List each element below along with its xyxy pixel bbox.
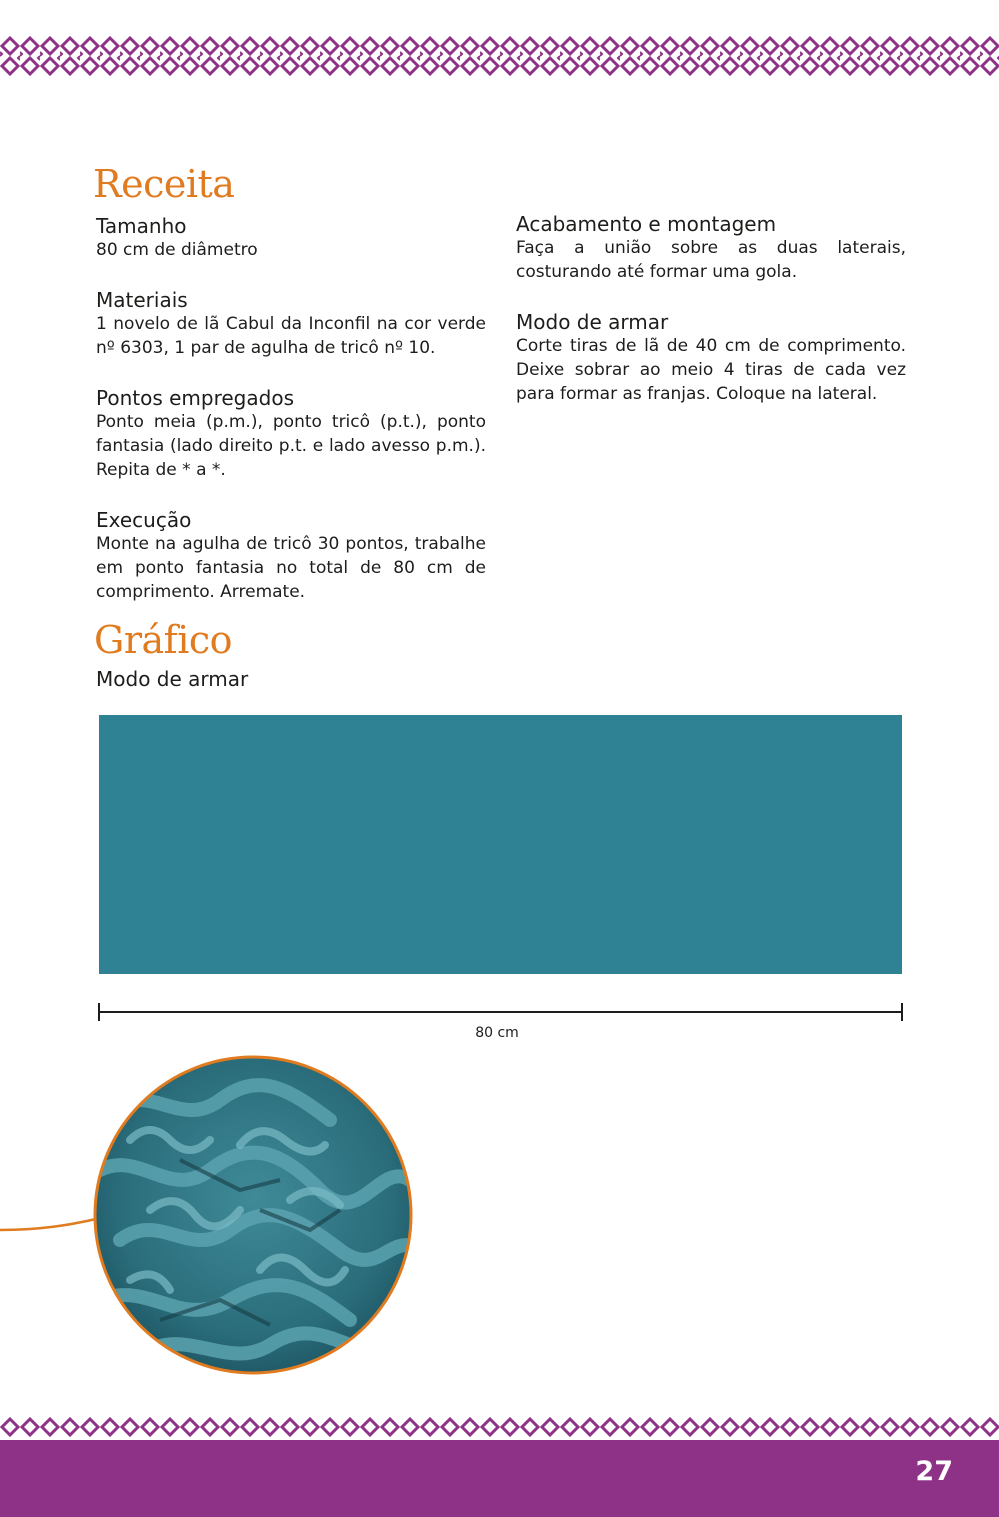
recipe-right-column [516,212,906,432]
materials-heading: Materiais [96,288,188,312]
recipe-left-column [96,214,486,630]
execution-heading: Execução [96,508,192,532]
stitches-heading: Pontos empregados [96,386,294,410]
measure-label: 80 cm [475,1025,519,1041]
execution-block [96,508,486,604]
top-diamond-border [0,36,999,76]
materials-block [96,288,486,360]
chart-subtitle: Modo de armar [96,667,249,691]
size-heading: Tamanho [96,214,187,238]
assembly-diagram [0,700,999,1050]
assembly-text: Corte tiras de lã de 40 cm de comprimento. Deixe sobrar ao meio 4 tiras de cada vez para formar as franjas. Coloque na lateral. [516,336,906,404]
recipe-title: Receita [93,162,235,206]
assembly-block [516,310,906,406]
finishing-text: Faça a união sobre as duas laterais, costurando até formar uma gola. [516,238,906,282]
size-block [96,214,486,262]
knit-panel [99,715,902,974]
yarn-swatch-photo-icon [90,1050,420,1380]
chart-title: Gráfico [94,618,233,662]
size-text: 80 cm de diâmetro [96,240,258,260]
page-number: 27 [915,1456,953,1487]
bottom-diamond-border [0,1416,999,1440]
finishing-block [516,212,906,284]
stitches-block [96,386,486,482]
finishing-heading: Acabamento e montagem [516,212,777,236]
execution-text: Monte na agulha de tricô 30 pontos, trabalhe em ponto fantasia no total de 80 cm de comprimento. Arremate. [96,534,486,602]
materials-text: 1 novelo de lã Cabul da Inconfil na cor verde nº 6303, 1 par de agulha de tricô nº 10. [96,314,486,358]
swatch-connector-line [0,1205,100,1235]
footer-bar [0,1440,999,1517]
stitches-text: Ponto meia (p.m.), ponto tricô (p.t.), ponto fantasia (lado direito p.t. e lado avesso p.m.). Repita de * a *. [96,412,486,480]
assembly-heading: Modo de armar [516,310,669,334]
